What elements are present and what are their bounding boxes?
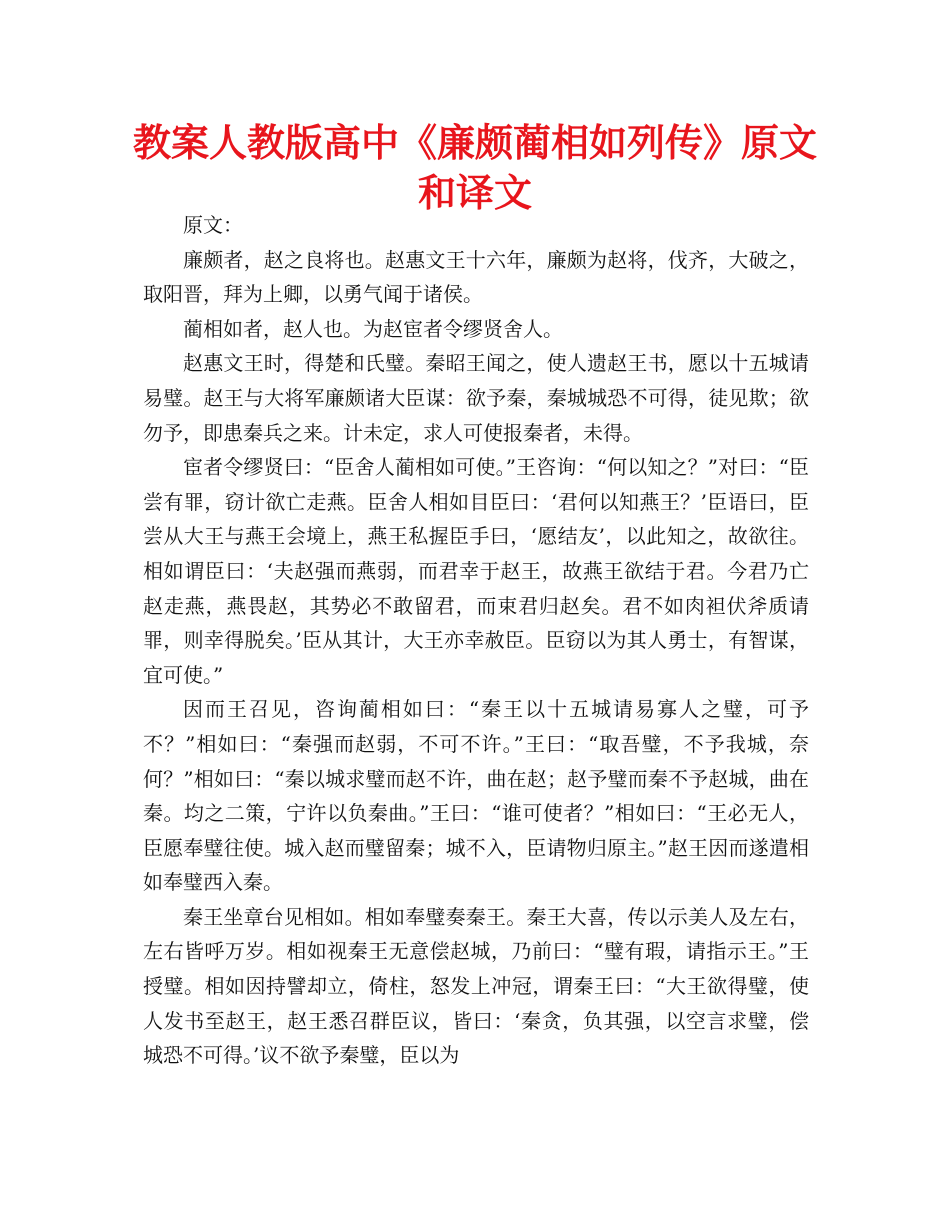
paragraph-2: 蔺相如者，赵人也。为赵宦者令缪贤舍人。	[183, 316, 563, 341]
document-title	[0, 118, 950, 218]
document-body	[143, 208, 809, 1073]
paragraph-6: 秦王坐章台见相如。相如奉璧奏秦王。秦王大喜，传以示美人及左右，左右皆呼万岁。相如视秦王无意偿赵城，乃前曰：“璧有瑕，请指示王。”王授璧。相如因持譬却立，倚柱，怒发上冲冠，谓秦王曰：“大王欲得璧，使人发书至赵王，赵王悉召群臣议，皆曰：‘秦贪，负其强，以空言求璧，偿城恐不可得。’议不欲予秦璧，臣以为	[143, 904, 809, 1068]
paragraph-4: 宦者令缪贤曰：“臣舍人蔺相如可使。”王咨询：“何以知之？”对曰：“臣尝有罪，窃计欲亡走燕。臣舍人相如目臣曰：‘君何以知燕王？’臣语曰，臣尝从大王与燕王会境上，燕王私握臣手曰，‘愿结友’，以此知之，故欲往。相如谓臣曰：‘夫赵强而燕弱，而君幸于赵王，故燕王欲结于君。今君乃亡赵走燕，燕畏赵，其势必不敢留君，而束君归赵矣。君不如肉袒伏斧质请罪，则幸得脱矣。’臣从其计，大王亦幸赦臣。臣窃以为其人勇士，有智谋，宜可使。”	[143, 455, 809, 687]
section-label: 原文：	[183, 213, 243, 237]
paragraph-3: 赵惠文王时，得楚和氏璧。秦昭王闻之，使人遗赵王书，愿以十五城请易璧。赵王与大将军廉颇诸大臣谋：欲予秦，秦城城恐不可得，徒见欺；欲勿予，即患秦兵之来。计未定，求人可使报秦者，未得。	[143, 351, 809, 445]
paragraph-1: 廉颇者，赵之良将也。赵惠文王十六年，廉颇为赵将，伐齐，大破之，取阳晋，拜为上卿，以勇气闻于诸侯。	[143, 247, 809, 307]
paragraph-5: 因而王召见，咨询蔺相如曰：“秦王以十五城请易寡人之璧，可予不？”相如曰：“秦强而赵弱，不可不许。”王曰：“取吾璧，不予我城，奈何？”相如曰：“秦以城求璧而赵不许，曲在赵；赵予璧而秦不予赵城，曲在秦。均之二策，宁许以负秦曲。”王曰：“谁可使者？”相如曰：“王必无人，臣愿奉璧往使。城入赵而璧留秦；城不入，臣请物归原主。”赵王因而遂遣相如奉璧西入秦。	[143, 697, 809, 895]
title-line-2: 和译文	[417, 171, 532, 215]
title-line-1: 教案人教版高中《廉颇蔺相如列传》原文	[132, 121, 817, 165]
